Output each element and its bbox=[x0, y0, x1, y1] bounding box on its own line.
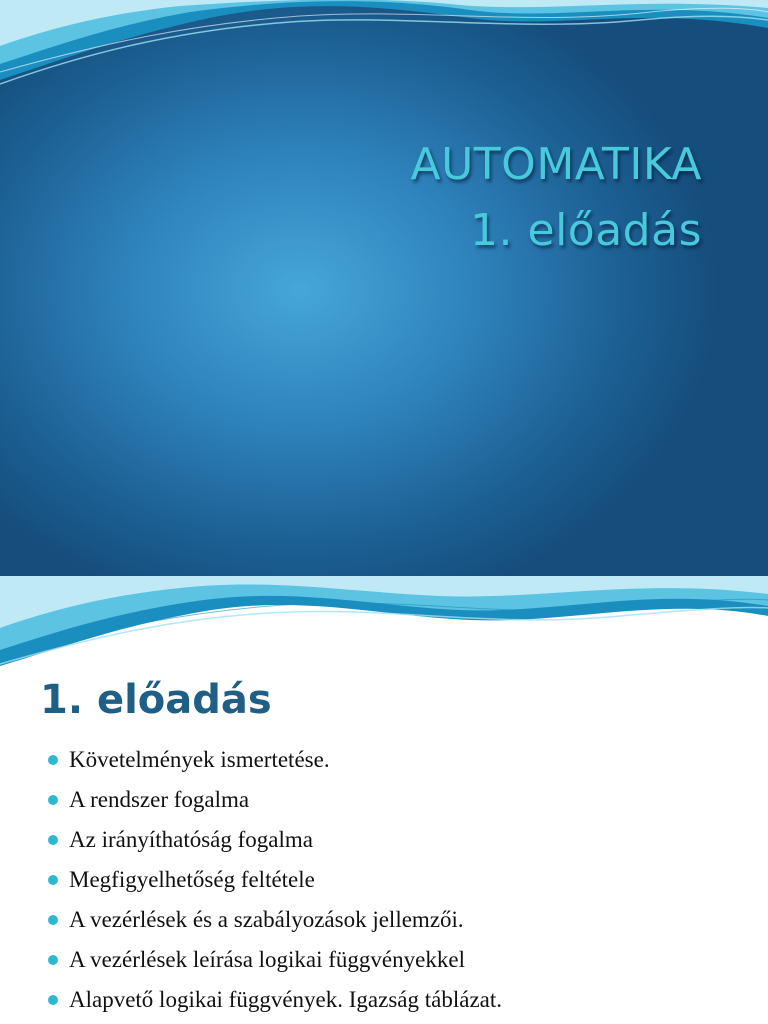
bullet-item bbox=[46, 740, 502, 780]
title-line-1: AUTOMATIKA bbox=[410, 139, 702, 190]
bullet-dot-icon bbox=[48, 835, 58, 845]
bullet-text: Követelmények ismertetése. bbox=[69, 747, 330, 772]
top-wave-decoration bbox=[0, 0, 768, 90]
bullet-item bbox=[46, 860, 502, 900]
bullet-text: Megfigyelhetőség feltétele bbox=[69, 867, 315, 892]
content-slide bbox=[0, 576, 768, 1024]
bullet-dot-icon bbox=[48, 915, 58, 925]
bullet-text: Az irányíthatóság fogalma bbox=[69, 827, 313, 852]
bullet-list bbox=[46, 740, 502, 1020]
bullet-item bbox=[46, 940, 502, 980]
bullet-text: Alapvető logikai függvények. Igazság táblázat. bbox=[69, 987, 503, 1012]
bullet-dot-icon bbox=[48, 755, 58, 765]
bullet-text: A vezérlések leírása logikai függvényekkel bbox=[69, 947, 465, 972]
bullet-item bbox=[46, 900, 502, 940]
slide-heading: 1. előadás bbox=[40, 677, 272, 723]
content-wave-decoration bbox=[0, 576, 768, 671]
bullet-item bbox=[46, 820, 502, 860]
bullet-text: A rendszer fogalma bbox=[69, 787, 250, 812]
bullet-dot-icon bbox=[48, 955, 58, 965]
bullet-item bbox=[46, 980, 502, 1020]
title-line-2: 1. előadás bbox=[470, 205, 702, 256]
bullet-item bbox=[46, 780, 502, 820]
bullet-dot-icon bbox=[48, 995, 58, 1005]
bullet-dot-icon bbox=[48, 875, 58, 885]
bullet-dot-icon bbox=[48, 795, 58, 805]
slide-title bbox=[411, 132, 703, 264]
bullet-text: A vezérlések és a szabályozások jellemzői. bbox=[69, 907, 464, 932]
